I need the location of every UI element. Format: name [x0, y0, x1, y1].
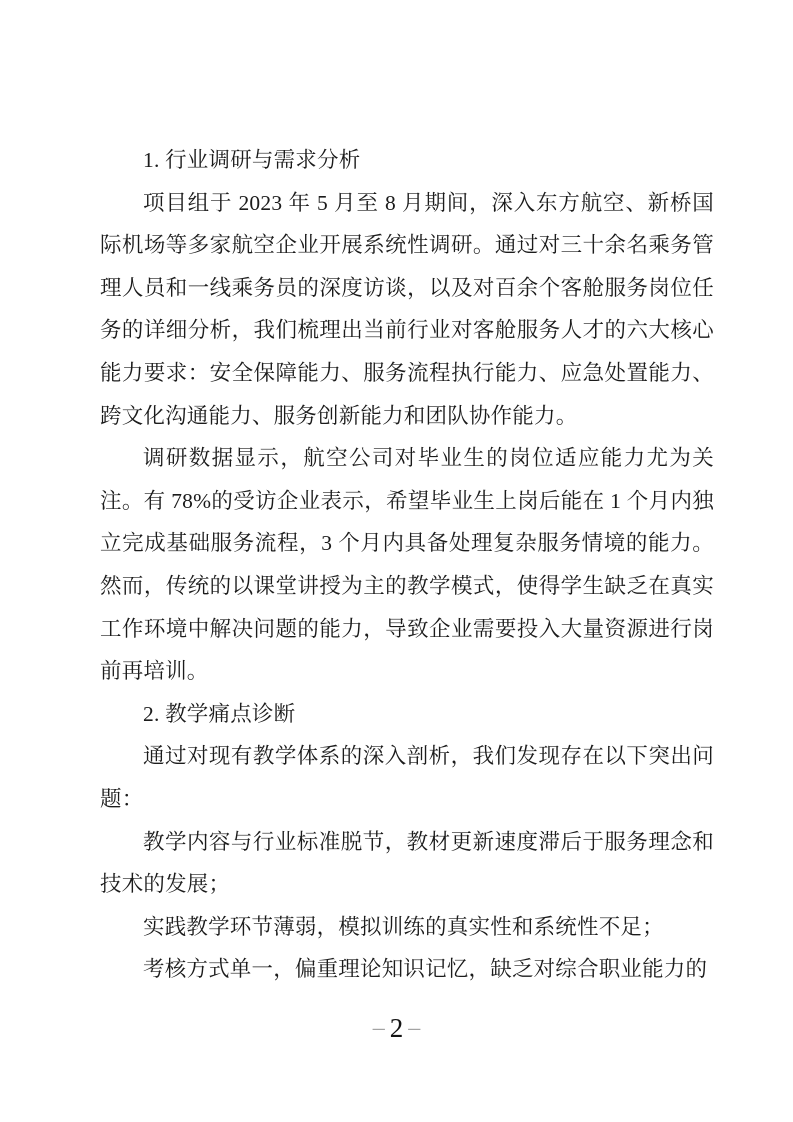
document-body [100, 139, 714, 991]
section-heading: 2. 教学痛点诊断 [143, 701, 296, 726]
body-paragraph: 通过对现有教学体系的深入剖析，我们发现存在以下突出问题： [100, 744, 714, 811]
footer-dash-right: – [408, 1015, 421, 1041]
body-paragraph: 考核方式单一，偏重理论知识记忆，缺乏对综合职业能力的 [143, 957, 708, 982]
body-paragraph: 实践教学环节薄弱，模拟训练的真实性和系统性不足； [143, 914, 664, 939]
section-heading: 1. 行业调研与需求分析 [143, 148, 361, 172]
body-paragraph: 调研数据显示，航空公司对毕业生的岗位适应能力尤为关注。有 78%的受访企业表示，希望毕业生上岗后能在 1 个月内独立完成基础服务流程，3 个月内具备处理复杂服务情境的能力。然而，传统的以课堂讲授为主的教学模式，使得学生缺乏在真实工作环境中解决问题的能力，导致企业需要投入大量资源进行岗前再培训。 [100, 446, 714, 684]
page-number: 2 [389, 1013, 404, 1043]
page-footer [0, 1013, 793, 1043]
body-paragraph: 教学内容与行业标准脱节，教材更新速度滞后于服务理念和技术的发展； [100, 829, 714, 897]
footer-dash-left: – [372, 1015, 385, 1041]
body-paragraph: 项目组于 2023 年 5 月至 8 月期间，深入东方航空、新桥国际机场等多家航空企业开展系统性调研。通过对三十余名乘务管理人员和一线乘务员的深度访谈，以及对百余个客舱服务岗位任务的详细分析，我们梳理出当前行业对客舱服务人才的六大核心能力要求：安全保障能力、服务流程执行能力、应急处置能力、跨文化沟通能力、服务创新能力和团队协作能力。 [100, 190, 714, 428]
